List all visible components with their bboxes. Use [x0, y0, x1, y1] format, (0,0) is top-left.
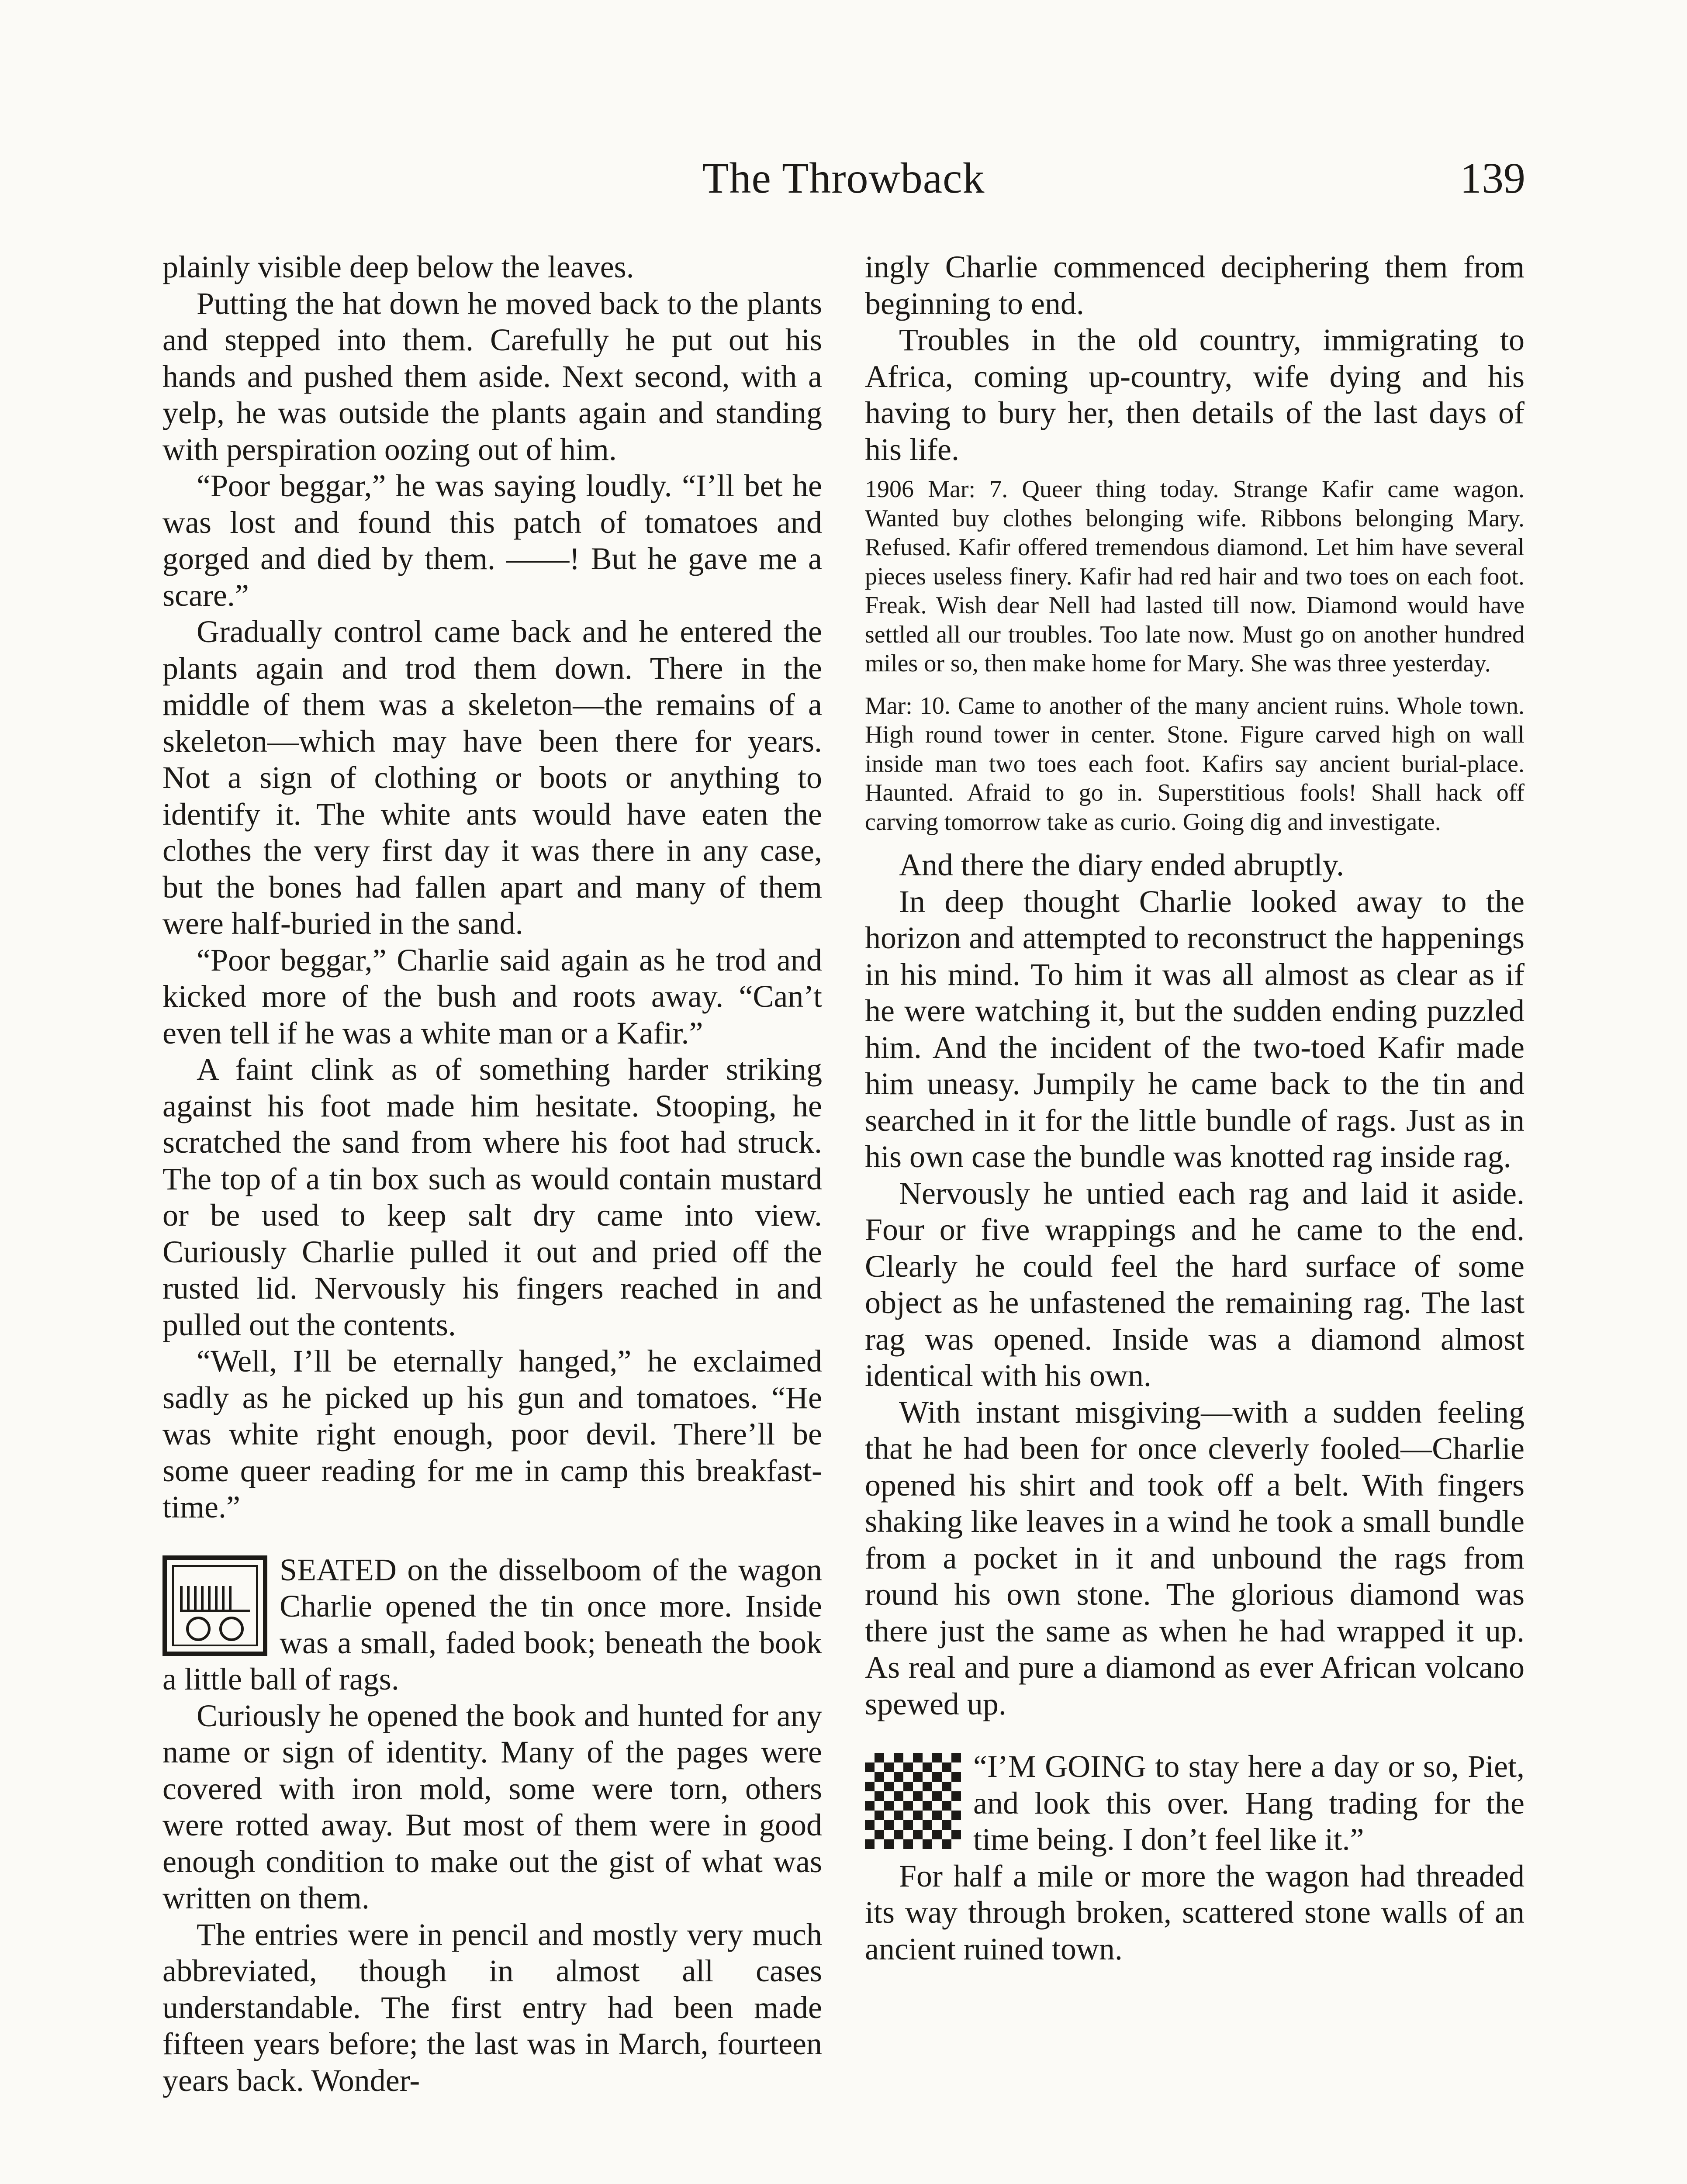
checkered-ornament-icon [865, 1753, 961, 1849]
page-header [162, 153, 1525, 214]
right-column [865, 249, 1525, 1967]
paragraph: For half a mile or more the wagon had threaded its way through broken, scattered stone walls of an ancient ruined town. [865, 1858, 1525, 1966]
paragraph: With instant misgiving—with a sudden feeling that he had been for once cleverly fooled—Charlie opened his shirt and took off a belt. With fingers shaking like leaves in a wind he took a small bundle from a pocket in it and unbound the rags from round his own stone. The glorious diamond was there just the same as when he had wrapped it up. As real and pure a diamond as ever African volcano spewed up. [865, 1394, 1525, 1721]
paragraph: Gradually control came back and he entered the plants again and trod them down. There in the middle of them was a skeleton—the remains of a skeleton—which may have been there for years. Not a sign of clothing or boots or anything to identify it. The white ants would have eaten the clothes the very first day it was there in any case, but the bones had fallen apart and many of them were half-buried in the sand. [162, 614, 822, 941]
paragraph: “Well, I’ll be eternally hanged,” he exclaimed sadly as he picked up his gun and tomatoes. “He was white right enough, poor devil. There’ll be some queer reading for me in camp this breakfast-time.” [162, 1344, 822, 1524]
paragraph: In deep thought Charlie looked away to the horizon and attempted to reconstruct the happenings in his mind. To him it was all almost as clear as if he were watching it, but the sudden ending puzzled him. And the incident of the two-toed Kafir made him uneasy. Jumpily he came back to the tin and searched in it for the little bundle of rags. Just as in his own case the bundle was knotted rag inside rag. [865, 884, 1525, 1174]
paragraph: “I’M GOING to stay here a day or so, Piet, and look this over. Hang trading for the time being. I don’t feel like it.” [973, 1749, 1525, 1857]
left-column [162, 249, 822, 2099]
paragraph: SEATED on the disselboom of the wagon Charlie opened the tin once more. Inside was a small, faded book; beneath the book a little ball of rags. [162, 1552, 822, 1697]
paragraph: A faint clink as of something harder striking against his foot made him hesitate. Stooping, he scratched the sand from where his foot had struck. The top of a tin box such as would contain mustard or be used to keep salt dry came into view. Curiously Charlie pulled it out and pried off the rusted lid. Nervously his fingers reached in and pulled out the contents. [162, 1052, 822, 1342]
diary-entry: Mar: 10. Came to another of the many ancient ruins. Whole town. High round tower in center. Stone. Figure carved high on wall inside man two toes each foot. Kafirs say ancient burial-place. Haunted. Afraid to go in. Superstitious fools! Shall hack off carving tomorrow take as curio. Going dig and investigate. [865, 692, 1525, 836]
paragraph: “Poor beggar,” Charlie said again as he trod and kicked more of the bush and roots away. “Can’t even tell if he was a white man or a Kafir.” [162, 942, 822, 1051]
paragraph: plainly visible deep below the leaves. [162, 249, 634, 284]
paragraph: And there the diary ended abruptly. [899, 847, 1344, 882]
diary-entry: 1906 Mar: 7. Queer thing today. Strange Kafir came wagon. Wanted buy clothes belonging wife. Ribbons belonging Mary. Refused. Kafir offered tremendous diamond. Let him have several pieces useless finery. Kafir had red hair and two toes on each foot. Freak. Wish dear Nell had lasted till now. Diamond would have settled all our troubles. Too late now. Must go on another hundred miles or so, then make home for Mary. She was three yesterday. [865, 476, 1525, 677]
page-number: 139 [1460, 154, 1525, 202]
section-opening [162, 1552, 822, 1698]
section-opening [865, 1749, 1525, 1858]
paragraph: Nervously he untied each rag and laid it aside. Four or five wrappings and he came to the end. Clearly he could feel the hard surface of some object as he unfastened the remaining rag. The last rag was opened. Inside was a diamond almost identical with his own. [865, 1175, 1525, 1393]
paragraph: Curiously he opened the book and hunted for any name or sign of identity. Many of the pages were covered with iron mold, some were torn, others were rotted away. But most of them were in good enough condition to make out the gist of what was written on them. [162, 1698, 822, 1915]
paragraph: “Poor beggar,” he was saying loudly. “I’ll bet he was lost and found this patch of tomatoes and gorged and died by them. ——! But he gave me a scare.” [162, 468, 822, 613]
diary-excerpt [865, 475, 1525, 836]
wagon-ornament-icon [162, 1555, 267, 1656]
paragraph: Troubles in the old country, immigrating to Africa, coming up-country, wife dying and his having to bury her, then details of the last days of his life. [865, 322, 1525, 467]
paragraph: Putting the hat down he moved back to the plants and stepped into them. Carefully he put out his hands and pushed them aside. Next second, with a yelp, he was outside the plants again and standing with perspiration oozing out of him. [162, 286, 822, 467]
paragraph: The entries were in pencil and mostly very much abbreviated, though in almost all cases understandable. The first entry had been made fifteen years before; the last was in March, fourteen years back. Wonder- [162, 1917, 822, 2098]
paragraph: ingly Charlie commenced deciphering them from beginning to end. [865, 249, 1525, 321]
running-title: The Throwback [702, 154, 985, 202]
